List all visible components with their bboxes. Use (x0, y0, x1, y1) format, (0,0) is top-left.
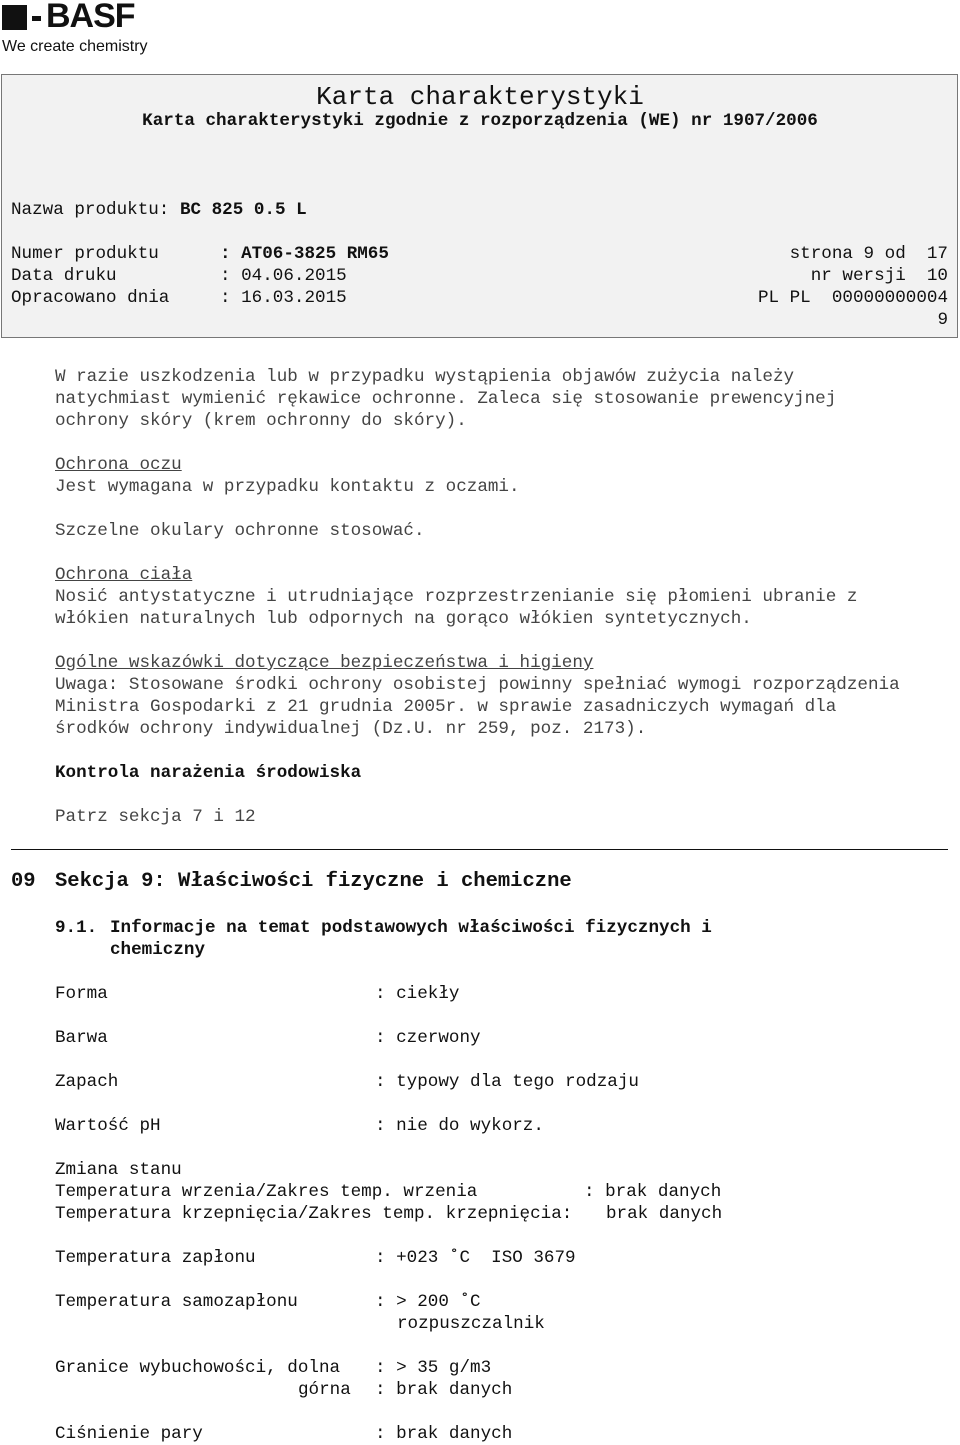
document-title: Karta charakterystyki (316, 82, 644, 112)
boiling-value: : brak danych (584, 1182, 722, 1202)
body-protection-heading: Ochrona ciała (55, 565, 193, 585)
subsection-title-line-2: chemiczny (110, 940, 206, 960)
product-number-value: : AT06-3825 RM65 (220, 244, 389, 264)
odor-label: Zapach (55, 1072, 119, 1092)
logo-text: BASF (46, 0, 135, 35)
color-label: Barwa (55, 1028, 108, 1048)
prepared-label: Opracowano dnia (11, 288, 170, 308)
freezing-label: Temperatura krzepnięcia/Zakres temp. krzepnięcia: (55, 1204, 573, 1224)
autoignition-label: Temperatura samozapłonu (55, 1292, 298, 1312)
odor-value: : typowy dla tego rodzaju (375, 1072, 639, 1092)
prepared-value: : 16.03.2015 (220, 288, 347, 308)
explosive-upper-value: : brak danych (375, 1380, 513, 1400)
page-indicator: strona 9 od 17 (789, 244, 948, 264)
subsection-number: 9.1. (55, 918, 98, 938)
section-divider (11, 849, 948, 850)
state-change-label: Zmiana stanu (55, 1160, 182, 1180)
freezing-value: brak danych (606, 1204, 723, 1224)
product-name-label: Nazwa produktu: (11, 200, 170, 220)
gloves-text-line-1: W razie uszkodzenia lub w przypadku wystąpienia objawów zużycia należy (55, 367, 795, 387)
general-hygiene-text-1: Uwaga: Stosowane środki ochrony osobistej powinny spełniać wymogi rozporządzenia (55, 675, 900, 695)
boiling-label: Temperatura wrzenia/Zakres temp. wrzenia (55, 1182, 478, 1202)
eye-protection-text-1: Jest wymagana w przypadku kontaktu z oczami. (55, 477, 520, 497)
ph-value: : nie do wykorz. (375, 1116, 544, 1136)
gloves-text-line-2: natychmiast wymienić rękawice ochronne. Zaleca się stosowanie prewencyjnej (55, 389, 837, 409)
explosive-lower-value: : > 35 g/m3 (375, 1358, 492, 1378)
logo-dash-icon (32, 16, 41, 21)
body-protection-text-2: włókien naturalnych lub odpornych na gorąco włókien syntetycznych. (55, 609, 752, 629)
flash-point-label: Temperatura zapłonu (55, 1248, 256, 1268)
form-value: : ciekły (375, 984, 460, 1004)
flash-point-value: : +023 ˚C ISO 3679 (375, 1248, 576, 1268)
subsection-title-line-1: Informacje na temat podstawowych właściwości fizycznych i (110, 918, 712, 938)
environmental-exposure-text: Patrz sekcja 7 i 12 (55, 807, 256, 827)
eye-protection-heading: Ochrona oczu (55, 455, 182, 475)
general-hygiene-text-3: środków ochrony indywidualnej (Dz.U. nr 259, poz. 2173). (55, 719, 647, 739)
explosive-limits-label: Granice wybuchowości, dolna (55, 1358, 341, 1378)
section-title: Sekcja 9: Właściwości fizyczne i chemiczne (55, 870, 572, 893)
form-label: Forma (55, 984, 108, 1004)
section-number: 09 (11, 870, 36, 893)
document-subtitle: Karta charakterystyki zgodnie z rozporządzenia (WE) nr 1907/2006 (142, 111, 818, 131)
general-hygiene-heading: Ogólne wskazówki dotyczące bezpieczeństwa i higieny (55, 653, 594, 673)
product-name-row (11, 199, 307, 221)
print-date-label: Data druku (11, 266, 117, 286)
general-hygiene-text-2: Ministra Gospodarki z 21 grudnia 2005r. w sprawie zasadniczych wymagań dla (55, 697, 837, 717)
vapor-pressure-value: : brak danych (375, 1424, 513, 1444)
document-code-continuation: 9 (937, 310, 948, 330)
vapor-pressure-label: Ciśnienie pary (55, 1424, 203, 1444)
print-date-value: : 04.06.2015 (220, 266, 347, 286)
logo-square-icon (2, 5, 27, 30)
version-indicator: nr wersji 10 (810, 266, 948, 286)
document-code: PL PL 00000000004 (757, 288, 948, 308)
logo-tagline: We create chemistry (2, 38, 148, 55)
gloves-text-line-3: ochrony skóry (krem ochronny do skóry). (55, 411, 467, 431)
environmental-exposure-heading: Kontrola narażenia środowiska (55, 763, 362, 783)
color-value: : czerwony (375, 1028, 481, 1048)
autoignition-note: rozpuszczalnik (397, 1314, 545, 1334)
body-protection-text-1: Nosić antystatyczne i utrudniające rozprzestrzenianie się płomieni ubranie z (55, 587, 858, 607)
autoignition-value: : > 200 ˚C (375, 1292, 481, 1312)
basf-logo (2, 0, 135, 35)
product-number-label: Numer produktu (11, 244, 159, 264)
eye-protection-text-2: Szczelne okulary ochronne stosować. (55, 521, 425, 541)
ph-label: Wartość pH (55, 1116, 161, 1136)
explosive-upper-label: górna (298, 1380, 351, 1400)
product-name-value: BC 825 0.5 L (179, 200, 307, 220)
